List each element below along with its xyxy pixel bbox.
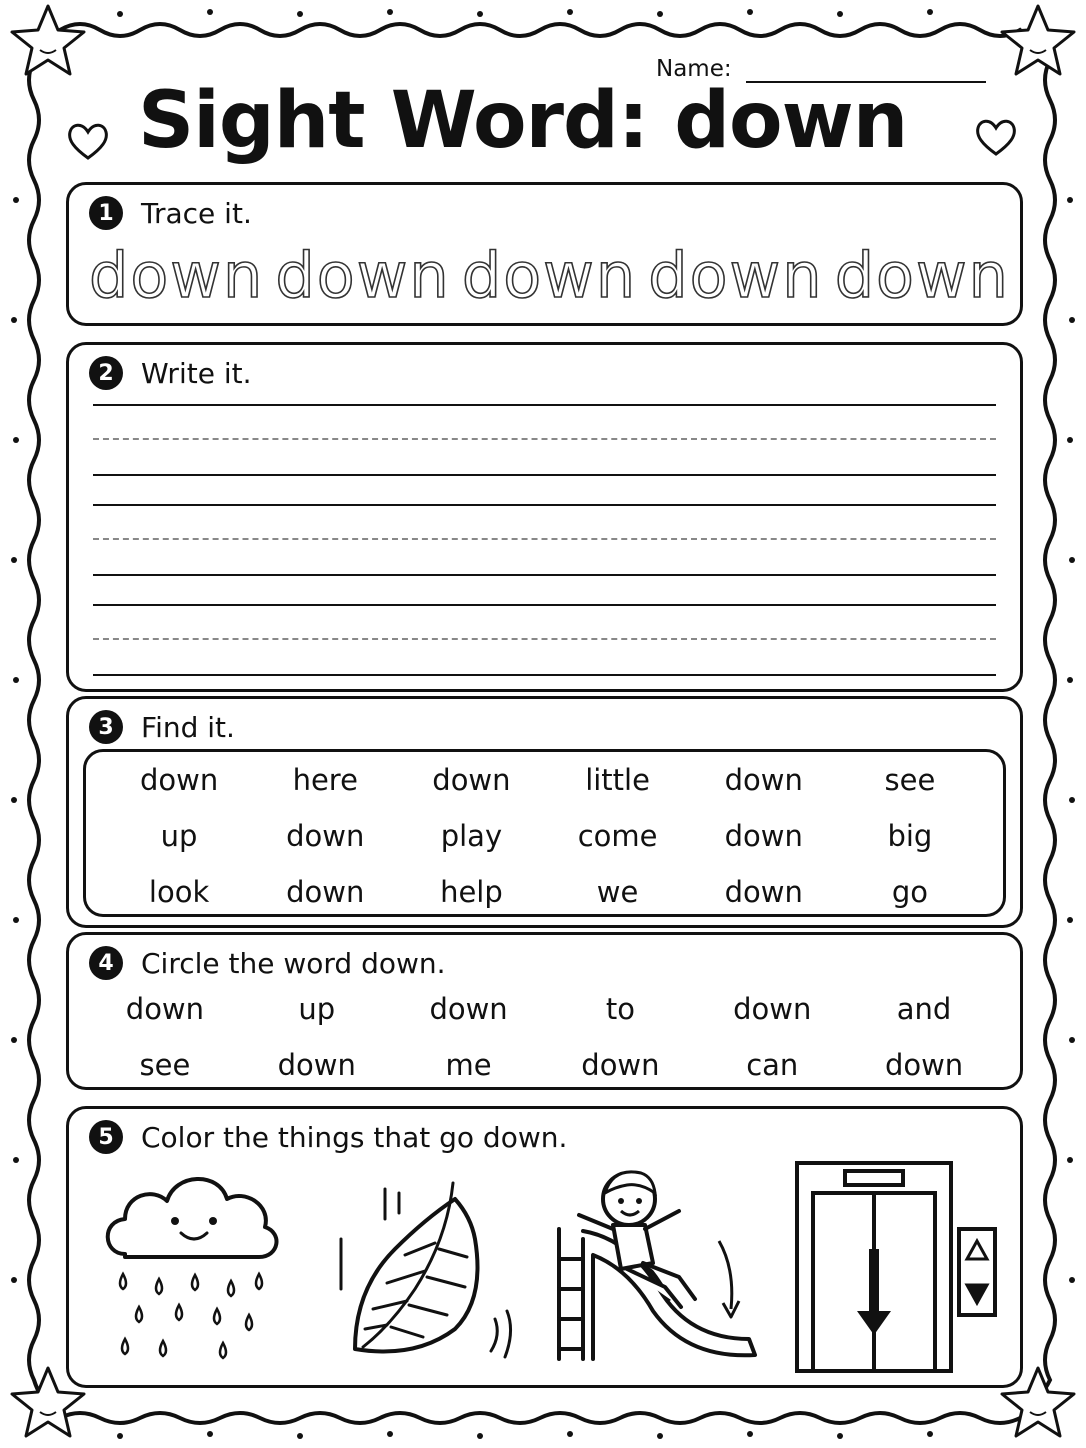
trace-word[interactable]: down (834, 239, 1010, 312)
section-title: Trace it. (141, 196, 252, 230)
word-cell[interactable]: down (125, 992, 205, 1026)
word-cell[interactable]: down (286, 875, 365, 909)
word-cell[interactable]: to (605, 992, 635, 1026)
section-header (89, 1117, 567, 1157)
writing-line-mid (93, 438, 996, 440)
word-cell[interactable]: down (429, 992, 508, 1026)
writing-line-mid (93, 638, 996, 640)
word-cell[interactable]: go (891, 875, 928, 909)
word-cell[interactable]: down (432, 763, 511, 797)
section-title: Write it. (141, 356, 252, 390)
writing-line-top (93, 604, 996, 606)
word-cell[interactable]: me (445, 1048, 492, 1082)
section-find (66, 696, 1023, 928)
heart-icon (974, 116, 1018, 158)
section-color (66, 1106, 1023, 1388)
pictures-row (89, 1159, 1000, 1375)
section-header (89, 707, 235, 747)
word-cell[interactable]: down (724, 875, 803, 909)
section-number: 2 (89, 356, 123, 390)
rain-cloud-icon[interactable] (95, 1159, 285, 1369)
word-search-box (83, 749, 1006, 917)
section-number: 3 (89, 710, 123, 744)
word-cell[interactable]: see (884, 763, 936, 797)
section-title: Circle the word down. (141, 946, 446, 980)
word-cell[interactable]: we (596, 875, 639, 909)
word-cell[interactable]: down (733, 992, 812, 1026)
section-number: 4 (89, 946, 123, 980)
section-write (66, 342, 1023, 692)
section-circle (66, 932, 1023, 1090)
word-cell[interactable]: little (585, 763, 650, 797)
falling-leaf-icon[interactable] (335, 1179, 525, 1379)
word-cell[interactable]: and (896, 992, 952, 1026)
writing-line-base (93, 474, 996, 476)
section-trace (66, 182, 1023, 326)
trace-word[interactable]: down (461, 239, 638, 312)
word-cell[interactable]: look (148, 875, 210, 909)
trace-row (89, 241, 1010, 311)
section-header (89, 193, 252, 233)
trace-word[interactable]: down (275, 239, 451, 312)
section-header (89, 353, 251, 393)
word-grid (106, 752, 983, 920)
word-cell[interactable]: down (139, 763, 219, 797)
section-header (89, 943, 446, 983)
word-cell[interactable]: up (298, 992, 336, 1026)
section-number: 1 (89, 196, 123, 230)
heart-icon (66, 120, 110, 162)
word-cell[interactable]: see (139, 1048, 191, 1082)
word-cell[interactable]: down (724, 819, 803, 853)
word-cell[interactable]: down (286, 819, 365, 853)
word-cell[interactable]: come (577, 819, 658, 853)
slide-icon[interactable] (549, 1159, 769, 1379)
word-cell[interactable]: down (884, 1048, 964, 1082)
writing-line-base (93, 674, 996, 676)
trace-word[interactable]: down (648, 239, 824, 312)
word-grid (89, 981, 1000, 1093)
section-title: Color the things that go down. (141, 1120, 568, 1154)
word-cell[interactable]: help (440, 875, 503, 909)
section-number: 5 (89, 1120, 123, 1154)
name-label: Name: (656, 56, 732, 82)
word-cell[interactable]: here (292, 763, 358, 797)
writing-line-top (93, 404, 996, 406)
writing-line-mid (93, 538, 996, 540)
word-cell[interactable]: down (724, 763, 803, 797)
writing-line-top (93, 504, 996, 506)
elevator-icon[interactable] (793, 1159, 1013, 1379)
word-cell[interactable]: big (887, 819, 933, 853)
page-title: Sight Word: down (138, 76, 908, 166)
word-cell[interactable]: can (746, 1048, 799, 1082)
word-cell[interactable]: down (581, 1048, 660, 1082)
word-cell[interactable]: up (160, 819, 198, 853)
word-cell[interactable]: play (440, 819, 503, 853)
section-title: Find it. (141, 710, 235, 744)
writing-line-base (93, 574, 996, 576)
trace-word[interactable]: down (89, 239, 265, 312)
word-cell[interactable]: down (277, 1048, 356, 1082)
